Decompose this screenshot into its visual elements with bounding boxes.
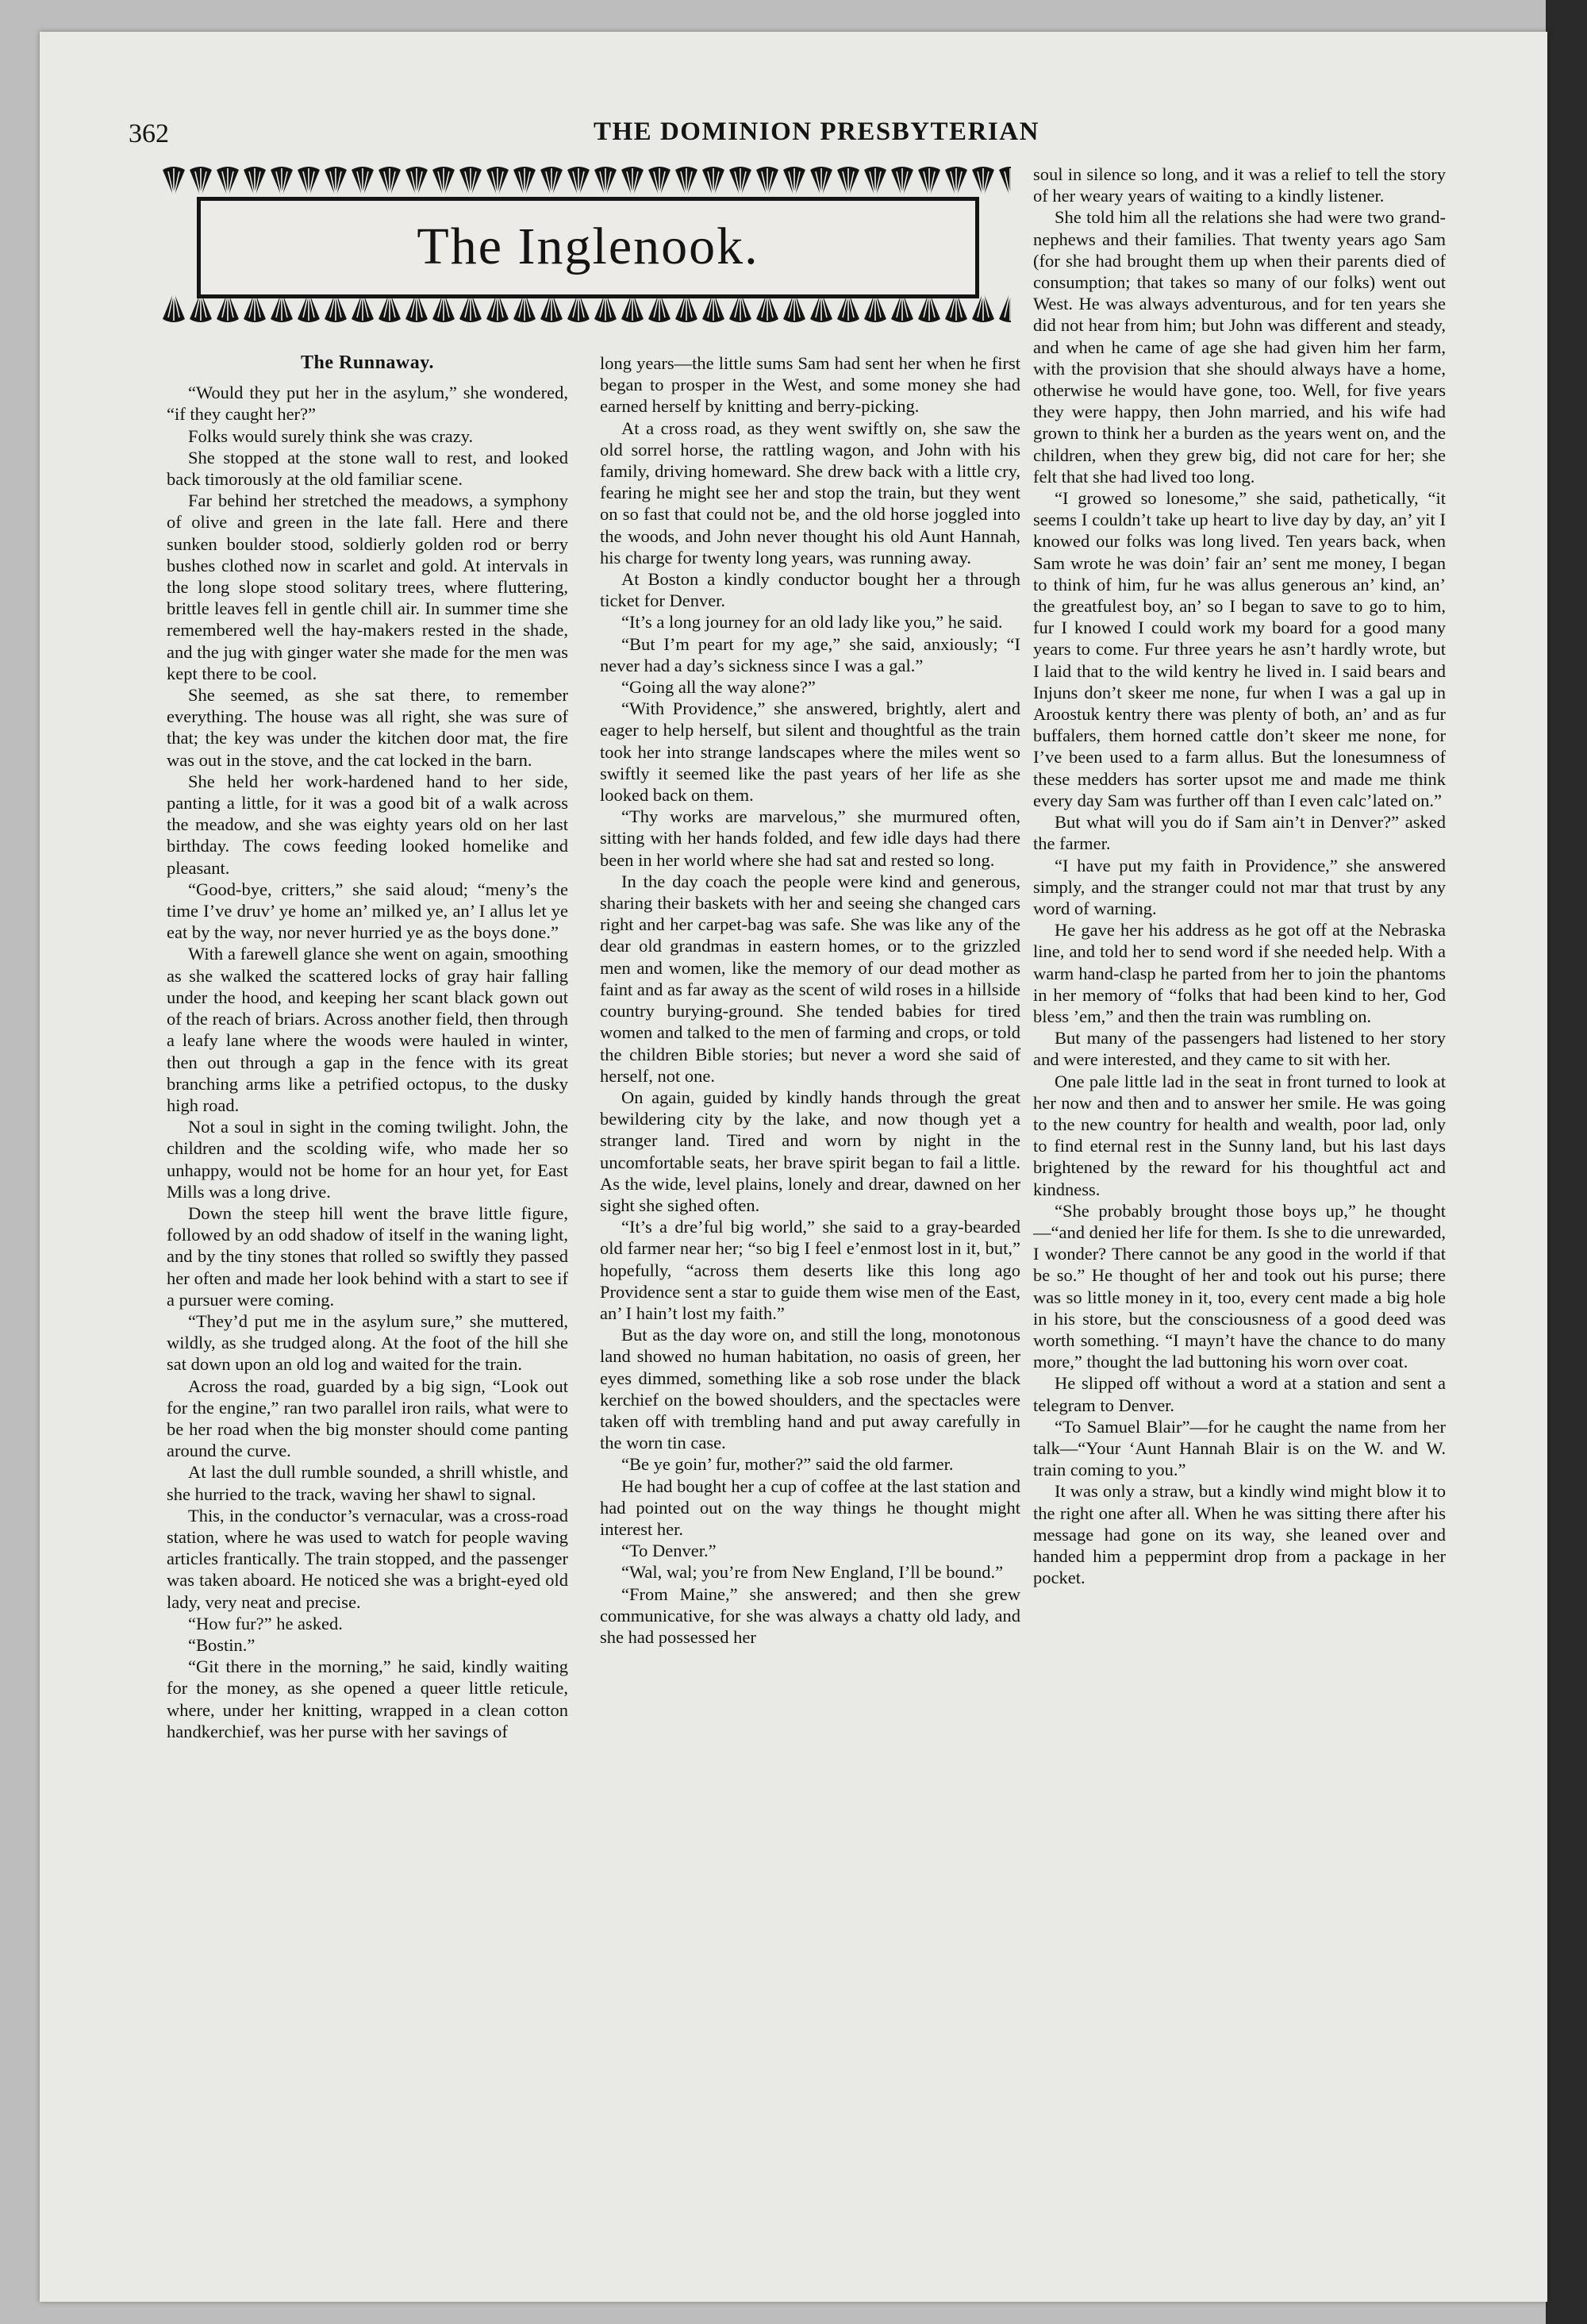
paragraph: “They’d put me in the asylum sure,” she muttered, wildly, as she trudged along. At the foot of the hill she sat down upon an old log and waited for the train. [167, 1310, 568, 1375]
ornamental-border-top [160, 165, 1011, 198]
paragraph: He had bought her a cup of coffee at the last station and had pointed out on the way things he thought might interest her. [600, 1476, 1020, 1539]
paragraph: But what will you do if Sam ain’t in Denver?” asked the farmer. [1033, 812, 1446, 854]
paragraph: “I growed so lonesome,” she said, pathetically, “it seems I couldn’t take up heart to live day by day, an’ yit I knowed our folks was long lived. Ten years back, when Sam wrote he was doin’ fair an’ sent me money, I began to think of him, fur he was allus generous an’ kind, an’ the greatfulest boy, an’ so I began to save to go to him, fur I knowed I could work my board for a good many years to come. Fur three years he asn’t hardly wrote, but I laid that to the wild kentry he lived in. I said bears and Injuns don’t skeer me none, fur when I was a gal up in Aroostuk kentry there was plenty of both, an’ and as fur buffalers, them horned cattle don’t skeer me none, for I’ve been used to a farm allus. But the lonesumness of these medders has sorter upsot me and made me think every day Sam was further off than I even calc’lated on.” [1033, 488, 1446, 810]
paragraph: “Would they put her in the asylum,” she wondered, “if they caught her?” [167, 383, 568, 425]
page-number: 362 [129, 119, 169, 148]
paragraph: Not a soul in sight in the coming twilight. John, the children and the scolding wife, who made her so unhappy, would not be home for an hour yet, for East Mills was a long drive. [167, 1117, 568, 1202]
paragraph: Down the steep hill went the brave little figure, followed by an odd shadow of itself in the waning light, and by the tiny stones that rolled so swiftly they passed her often and made her look behind with a start to see if a pursuer were coming. [167, 1202, 568, 1310]
paragraph: “Wal, wal; you’re from New England, I’ll be bound.” [621, 1562, 1004, 1583]
paragraph: “With Providence,” she answered, brightly, alert and eager to help herself, but silent and thoughtful as the train took her into strange landscapes where the miles went so swiftly it seemed like the past years of her life as she looked back on them. [600, 698, 1020, 806]
paragraph: In the day coach the people were kind and generous, sharing their baskets with her and seeing she changed cars right and her carpet-bag was safe. She was like any of the dear old grandmas in eastern homes, or to the grizzled men and women, like the memory of our dead mother as faint and as far away as the scent of wild roses in a hillside country burying-ground. She tended babies for tired women and talked to the men of farming and crops, or told the children Bible stories; but never a word she said of herself, not one. [600, 871, 1020, 1086]
paragraph: He gave her his address as he got off at the Nebraska line, and told her to send word if she needed help. With a warm hand-clasp he parted from her to join the phantoms in her memory of “folks that had been kind to her, God bless ’em,” and then the train was rumbling on. [1033, 920, 1446, 1026]
running-head: THE DOMINION PRESBYTERIAN [594, 117, 1039, 146]
paragraph: He slipped off without a word at a station and sent a telegram to Denver. [1033, 1373, 1446, 1415]
paragraph: “From Maine,” she answered; and then she grew communicative, for she was always a chatty old lady, and she had possessed her [600, 1583, 1020, 1647]
paragraph: “Going all the way alone?” [621, 677, 816, 698]
paragraph: “I have put my faith in Providence,” she answered simply, and the stranger could not mar that trust by any word of warning. [1033, 855, 1446, 918]
paragraph: At a cross road, as they went swiftly on, she saw the old sorrel horse, the rattling wagon, and John with his family, driving homeward. She drew back with a little cry, fearing he might see her and stop the train, but they went on so fast that could not be, and the old horse joggled into the woods, and John never thought his old Aunt Hannah, his charge for twenty long years, was running away. [600, 417, 1020, 568]
paragraph: But many of the passengers had listened to her story and were interested, and they came to sit with her. [1033, 1028, 1446, 1070]
paragraph: “Be ye goin’ fur, mother?” said the old farmer. [621, 1454, 954, 1475]
section-title: The Inglenook. [417, 217, 759, 275]
paragraph: Far behind her stretched the meadows, a symphony of olive and green in the late fall. Here and there sunken boulder stood, soldierly golden rod or berry bushes clothed now in scarlet and gold. At intervals in the long slope stood solitary trees, where fluttering, brittle leaves fell in gentle chill air. In summer time she remembered well the hay-makers rested in the shade, and the jug with ginger water she made for the men was kept there to be cool. [167, 491, 568, 683]
paragraph: One pale little lad in the seat in front turned to look at her now and then and to answer her smile. He was going to the new country for health and wealth, poor lad, only to find eternal rest in the Sunny land, but his last days brightened by the reward for his thoughtful act and kindness. [1033, 1071, 1446, 1199]
paragraph: It was only a straw, but a kindly wind might blow it to the right one after all. When he was sitting there after his message had gone on its way, she leaned over and handed him a peppermint drop from a package in her pocket. [1033, 1481, 1446, 1588]
paragraph: “Bostin.” [188, 1634, 256, 1655]
paragraph: “She probably brought those boys up,” he thought—“and denied her life for them. Is she to die unrewarded, I wonder? There cannot be any good in the world if that be so.” He thought of her and took out his purse; there was so little money in it, too, every cent made a big hole in his store, but the consciousness of a good deed was worth something. “I mayn’t have the chance to do many more,” thought the lad buttoning his worn over coat. [1033, 1200, 1446, 1372]
paragraph: But as the day wore on, and still the long, monotonous land showed no human habitation, no oasis of green, her eyes dimmed, something like a sob rose under the black kerchief on the bowed shoulders, and the spectacles were taken off with trembling hand and put away carefully in the worn tin case. [600, 1325, 1020, 1453]
column-2 [600, 352, 1020, 1648]
section-header-ornament [160, 165, 1011, 324]
paragraph: “How fur?” he asked. [188, 1613, 343, 1633]
column-1 [167, 352, 568, 1742]
paragraph: “Git there in the morning,” he said, kindly waiting for the money, as she opened a queer little reticule, where, under her knitting, wrapped in a clean cotton handkerchief, was her purse with her savings of [167, 1656, 568, 1741]
paragraph: With a farewell glance she went on again, smoothing as she walked the scattered locks of gray hair falling under the hood, and keeping her scant black gown out of the reach of briars. Across another field, then through a leafy lane where the woods were hauled in winter, then out through a gap in the fence with its great branching arms like a petrified octopus, to the dusky high road. [167, 944, 568, 1115]
article-title: The Runnaway. [301, 352, 434, 373]
paragraph: “It’s a dre’ful big world,” she said to a gray-bearded old farmer near her; “so big I feel e’enmost lost in it, but,” hopefully, “across them deserts like this long ago Providence sent a star to guide them wise men of the East, an’ I hain’t lost my faith.” [600, 1217, 1020, 1323]
paragraph: Across the road, guarded by a big sign, “Look out for the engine,” ran two parallel iron rails, what were to be her road when the big monster should come panting around the curve. [167, 1376, 568, 1461]
paragraph: soul in silence so long, and it was a relief to tell the story of her weary years of waiting to a kindly listener. [1033, 164, 1446, 206]
paragraph: She seemed, as she sat there, to remember everything. The house was all right, she was sure of that; the key was under the kitchen door mat, the fire was out in the stove, and the cat locked in the barn. [167, 685, 568, 770]
title-frame [197, 197, 979, 298]
paragraph: “It’s a long journey for an old lady like you,” he said. [621, 612, 1003, 633]
paragraph: long years—the little sums Sam had sent her when he first began to prosper in the West, and some money she had earned herself by knitting and berry-picking. [600, 353, 1020, 417]
paragraph: She told him all the relations she had were two grand-nephews and their families. That twenty years ago Sam (for she had brought them up when their parents died of consumption; that takes so many of our folks) went out West. He was always adventurous, and for ten years she did not hear from him; but John was different and steady, and when he came of age she had given him her farm, with the provision that she should always have a home, otherwise he would have gone, too. Well, for five years they were happy, then John married, and his wife had grown to think her a burden as the years went on, and the children, when they grew big, did not care for her; she felt that she had lived too long. [1033, 207, 1446, 487]
paragraph: On again, guided by kindly hands through the great bewildering city by the lake, and now though yet a stranger land. Tired and worn by night in the uncomfortable seats, her brave spirit began to fail a little. As the wide, level plains, lonely and drear, dawned on her sight she sighed often. [600, 1087, 1020, 1215]
paragraph: She held her work-hardened hand to her side, panting a little, for it was a good bit of a walk across the meadow, and she was eighty years old on her last birthday. The cows feeding looked homelike and pleasant. [167, 771, 568, 878]
paragraph: She stopped at the stone wall to rest, and looked back timorously at the old familiar scene. [167, 447, 568, 490]
paragraph: “But I’m peart for my age,” she said, anxiously; “I never had a day’s sickness since I was a gal.” [600, 633, 1020, 675]
paragraph: This, in the conductor’s vernacular, was a cross-road station, where he was used to watch for people waving articles frantically. The train stopped, and the passenger was taken aboard. He noticed she was a bright-eyed old lady, very neat and precise. [167, 1505, 568, 1612]
binding-edge [1546, 0, 1587, 2324]
paragraph: “To Denver.” [621, 1541, 717, 1561]
paragraph: Folks would surely think she was crazy. [188, 425, 474, 446]
paragraph: “Good-bye, critters,” she said aloud; “meny’s the time I’ve druv’ ye home an’ milked ye, an’ I allus let ye eat by the way, nor never hurried ye as the boys done.” [167, 879, 568, 943]
paragraph: At Boston a kindly conductor bought her a through ticket for Denver. [600, 569, 1020, 611]
column-3 [1033, 164, 1446, 1588]
paragraph: At last the dull rumble sounded, a shrill whistle, and she hurried to the track, waving her shawl to signal. [167, 1462, 568, 1504]
paragraph: “To Samuel Blair”—for he caught the name from her talk—“Your ‘Aunt Hannah Blair is on the W. and W. train coming to you.” [1033, 1416, 1446, 1480]
paragraph: “Thy works are marvelous,” she murmured often, sitting with her hands folded, and few idle days had there been in her world where she had sat and rested so long. [600, 806, 1020, 870]
